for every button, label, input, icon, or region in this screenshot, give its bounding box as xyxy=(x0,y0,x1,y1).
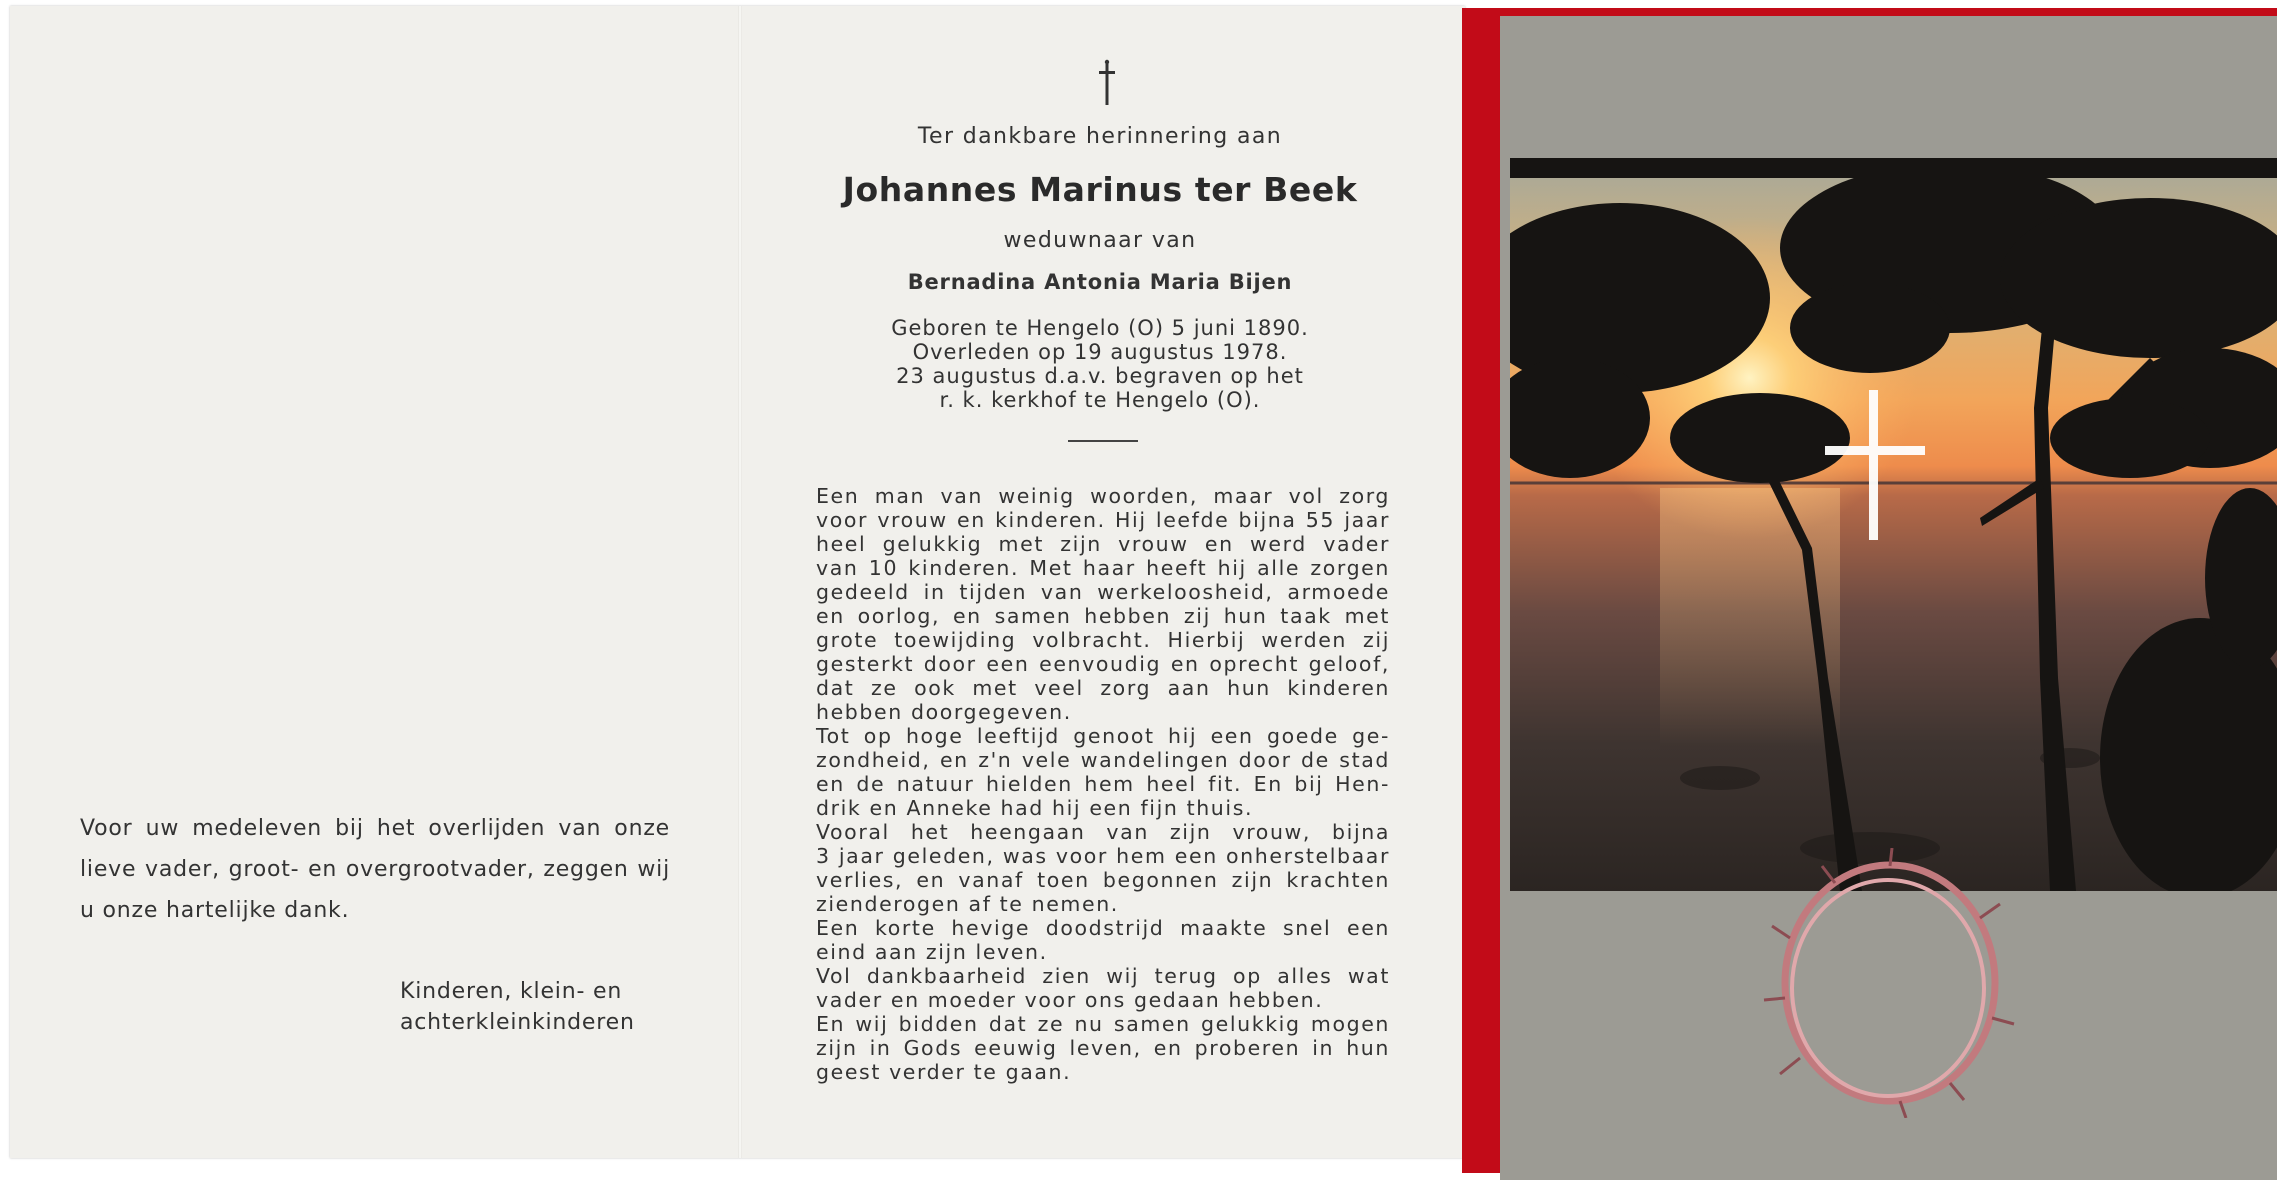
dates-line: r. k. kerkhof te Hengelo (O). xyxy=(939,388,1261,412)
memorial-card-cover xyxy=(1500,16,2277,1180)
widower-label: weduwnaar van xyxy=(1003,228,1197,253)
signature xyxy=(400,976,700,1038)
body-line: heel gelukkig met zijn vrouw en werd vader xyxy=(816,532,1390,556)
signature-line-2: achterkleinkinderen xyxy=(400,1010,635,1035)
body-line: hebben doorgegeven. xyxy=(816,700,1072,724)
body-line: verlies, en vanaf toen begonnen zijn krachten xyxy=(816,868,1390,892)
thanks-text: Voor uw medeleven bij het overlijden van onze lieve vader, groot- en overgrootvader, zeggen wij u onze hartelijke dank. xyxy=(80,816,670,923)
body-line: zijn in Gods eeuwig leven, en proberen in hun xyxy=(816,1036,1390,1060)
dates-line: Geboren te Hengelo (O) 5 juni 1890. xyxy=(891,316,1309,340)
body-line: En wij bidden dat ze nu samen gelukkig mogen xyxy=(816,1012,1390,1036)
body-line: gesterkt door een eenvoudig en oprecht geloof, xyxy=(816,652,1390,676)
body-line: eind aan zijn leven. xyxy=(816,940,1048,964)
body-line: Een korte hevige doodstrijd maakte snel een xyxy=(816,916,1390,940)
dates-line: 23 augustus d.a.v. begraven op het xyxy=(896,364,1304,388)
body-line: grote toewijding volbracht. Hierbij werden zij xyxy=(816,628,1390,652)
body-line: gedeeld in tijden van werkeloosheid, armoede xyxy=(816,580,1390,604)
body-line: en de natuur hielden hem heel fit. En bij Hen- xyxy=(816,772,1390,796)
body-line: 3 jaar geleden, was voor hem een onherstelbaar xyxy=(816,844,1390,868)
body-line: vader en moeder voor ons gedaan hebben. xyxy=(816,988,1324,1012)
fold-line xyxy=(738,6,742,1158)
signature-line-1: Kinderen, klein- en xyxy=(400,979,623,1004)
body-line: en oorlog, en samen hebben zij hun taak met xyxy=(816,604,1390,628)
body-line: Tot op hoge leeftijd genoot hij een goede ge- xyxy=(816,724,1390,748)
sunset-photo xyxy=(1510,158,2277,891)
body-line: zondheid, en z'n vele wandelingen door de stad xyxy=(816,748,1390,772)
body-line: Vol dankbaarheid zien wij terug op alles wat xyxy=(816,964,1390,988)
dates-line: Overleden op 19 augustus 1978. xyxy=(912,340,1288,364)
dates-block xyxy=(760,316,1440,412)
body-line: dat ze ook met veel zorg aan hun kinderen xyxy=(816,676,1390,700)
body-line: voor vrouw en kinderen. Hij leefde bijna 55 jaar xyxy=(816,508,1390,532)
body-line: Vooral het heengaan van zijn vrouw, bijna xyxy=(816,820,1390,844)
body-text xyxy=(816,484,1390,1084)
separator-rule xyxy=(1068,440,1138,442)
heading: Ter dankbare herinnering aan xyxy=(917,124,1283,149)
dagger-cross-icon xyxy=(1098,58,1116,108)
crown-of-thorns-icon xyxy=(1760,848,2020,1118)
body-line: geest verder te gaan. xyxy=(816,1060,1072,1084)
deceased-name: Johannes Marinus ter Beek xyxy=(842,170,1358,209)
body-line: van 10 kinderen. Met haar heeft hij alle zorgen xyxy=(816,556,1390,580)
body-line: drik en Anneke had hij een fijn thuis. xyxy=(816,796,1254,820)
body-line: zienderogen af te nemen. xyxy=(816,892,1119,916)
spouse-name: Bernadina Antonia Maria Bijen xyxy=(907,270,1293,294)
body-line: Een man van weinig woorden, maar vol zorg xyxy=(816,484,1390,508)
